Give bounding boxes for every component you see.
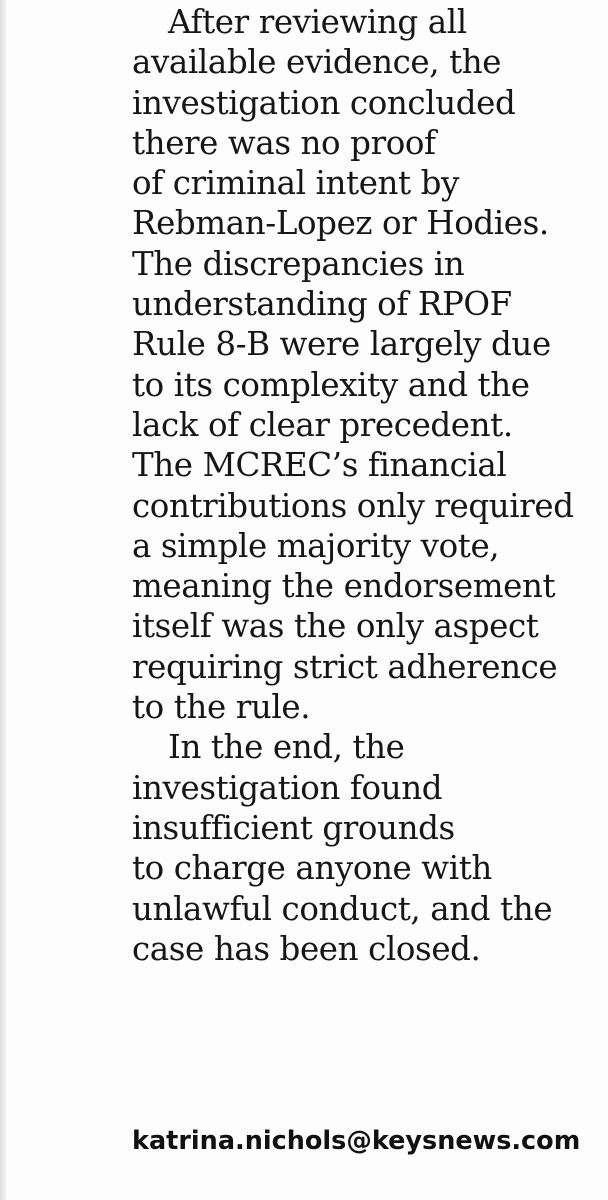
text-line: The MCREC’s financial — [132, 446, 507, 485]
text-line: lack of clear precedent. — [132, 405, 513, 444]
text-line: investigation concluded — [132, 83, 516, 122]
text-line: meaning the endorsement — [132, 567, 556, 606]
text-line: to charge anyone with — [132, 849, 492, 888]
text-line: Rebman-Lopez or Hodies. — [132, 204, 549, 243]
text-line: requiring strict adherence — [132, 647, 558, 686]
text-line: to its complexity and the — [132, 365, 530, 404]
text-line: a simple majority vote, — [132, 526, 500, 565]
text-line: of criminal intent by — [132, 164, 460, 203]
text-line: available evidence, the — [132, 43, 502, 82]
paragraph-2 — [132, 727, 602, 969]
text-line: investigation found — [132, 768, 443, 807]
text-line: to the rule. — [132, 688, 311, 727]
column-divider — [0, 0, 6, 1200]
text-line: In the end, the — [168, 728, 405, 767]
text-line: Rule 8-B were largely due — [132, 325, 551, 364]
text-line: The discrepancies in — [132, 244, 465, 283]
text-line: itself was the only aspect — [132, 607, 539, 646]
author-email: katrina.nichols@keysnews.com — [132, 1126, 581, 1156]
paragraph-1 — [132, 2, 602, 727]
text-line: case has been closed. — [132, 929, 481, 968]
text-line: unlawful conduct, and the — [132, 889, 553, 928]
text-line: insufficient grounds — [132, 808, 455, 847]
article-body — [132, 2, 602, 969]
text-line: After reviewing all — [168, 3, 467, 41]
text-line: understanding of RPOF — [132, 285, 512, 324]
text-line: contributions only required — [132, 486, 574, 525]
text-line: there was no proof — [132, 123, 436, 162]
